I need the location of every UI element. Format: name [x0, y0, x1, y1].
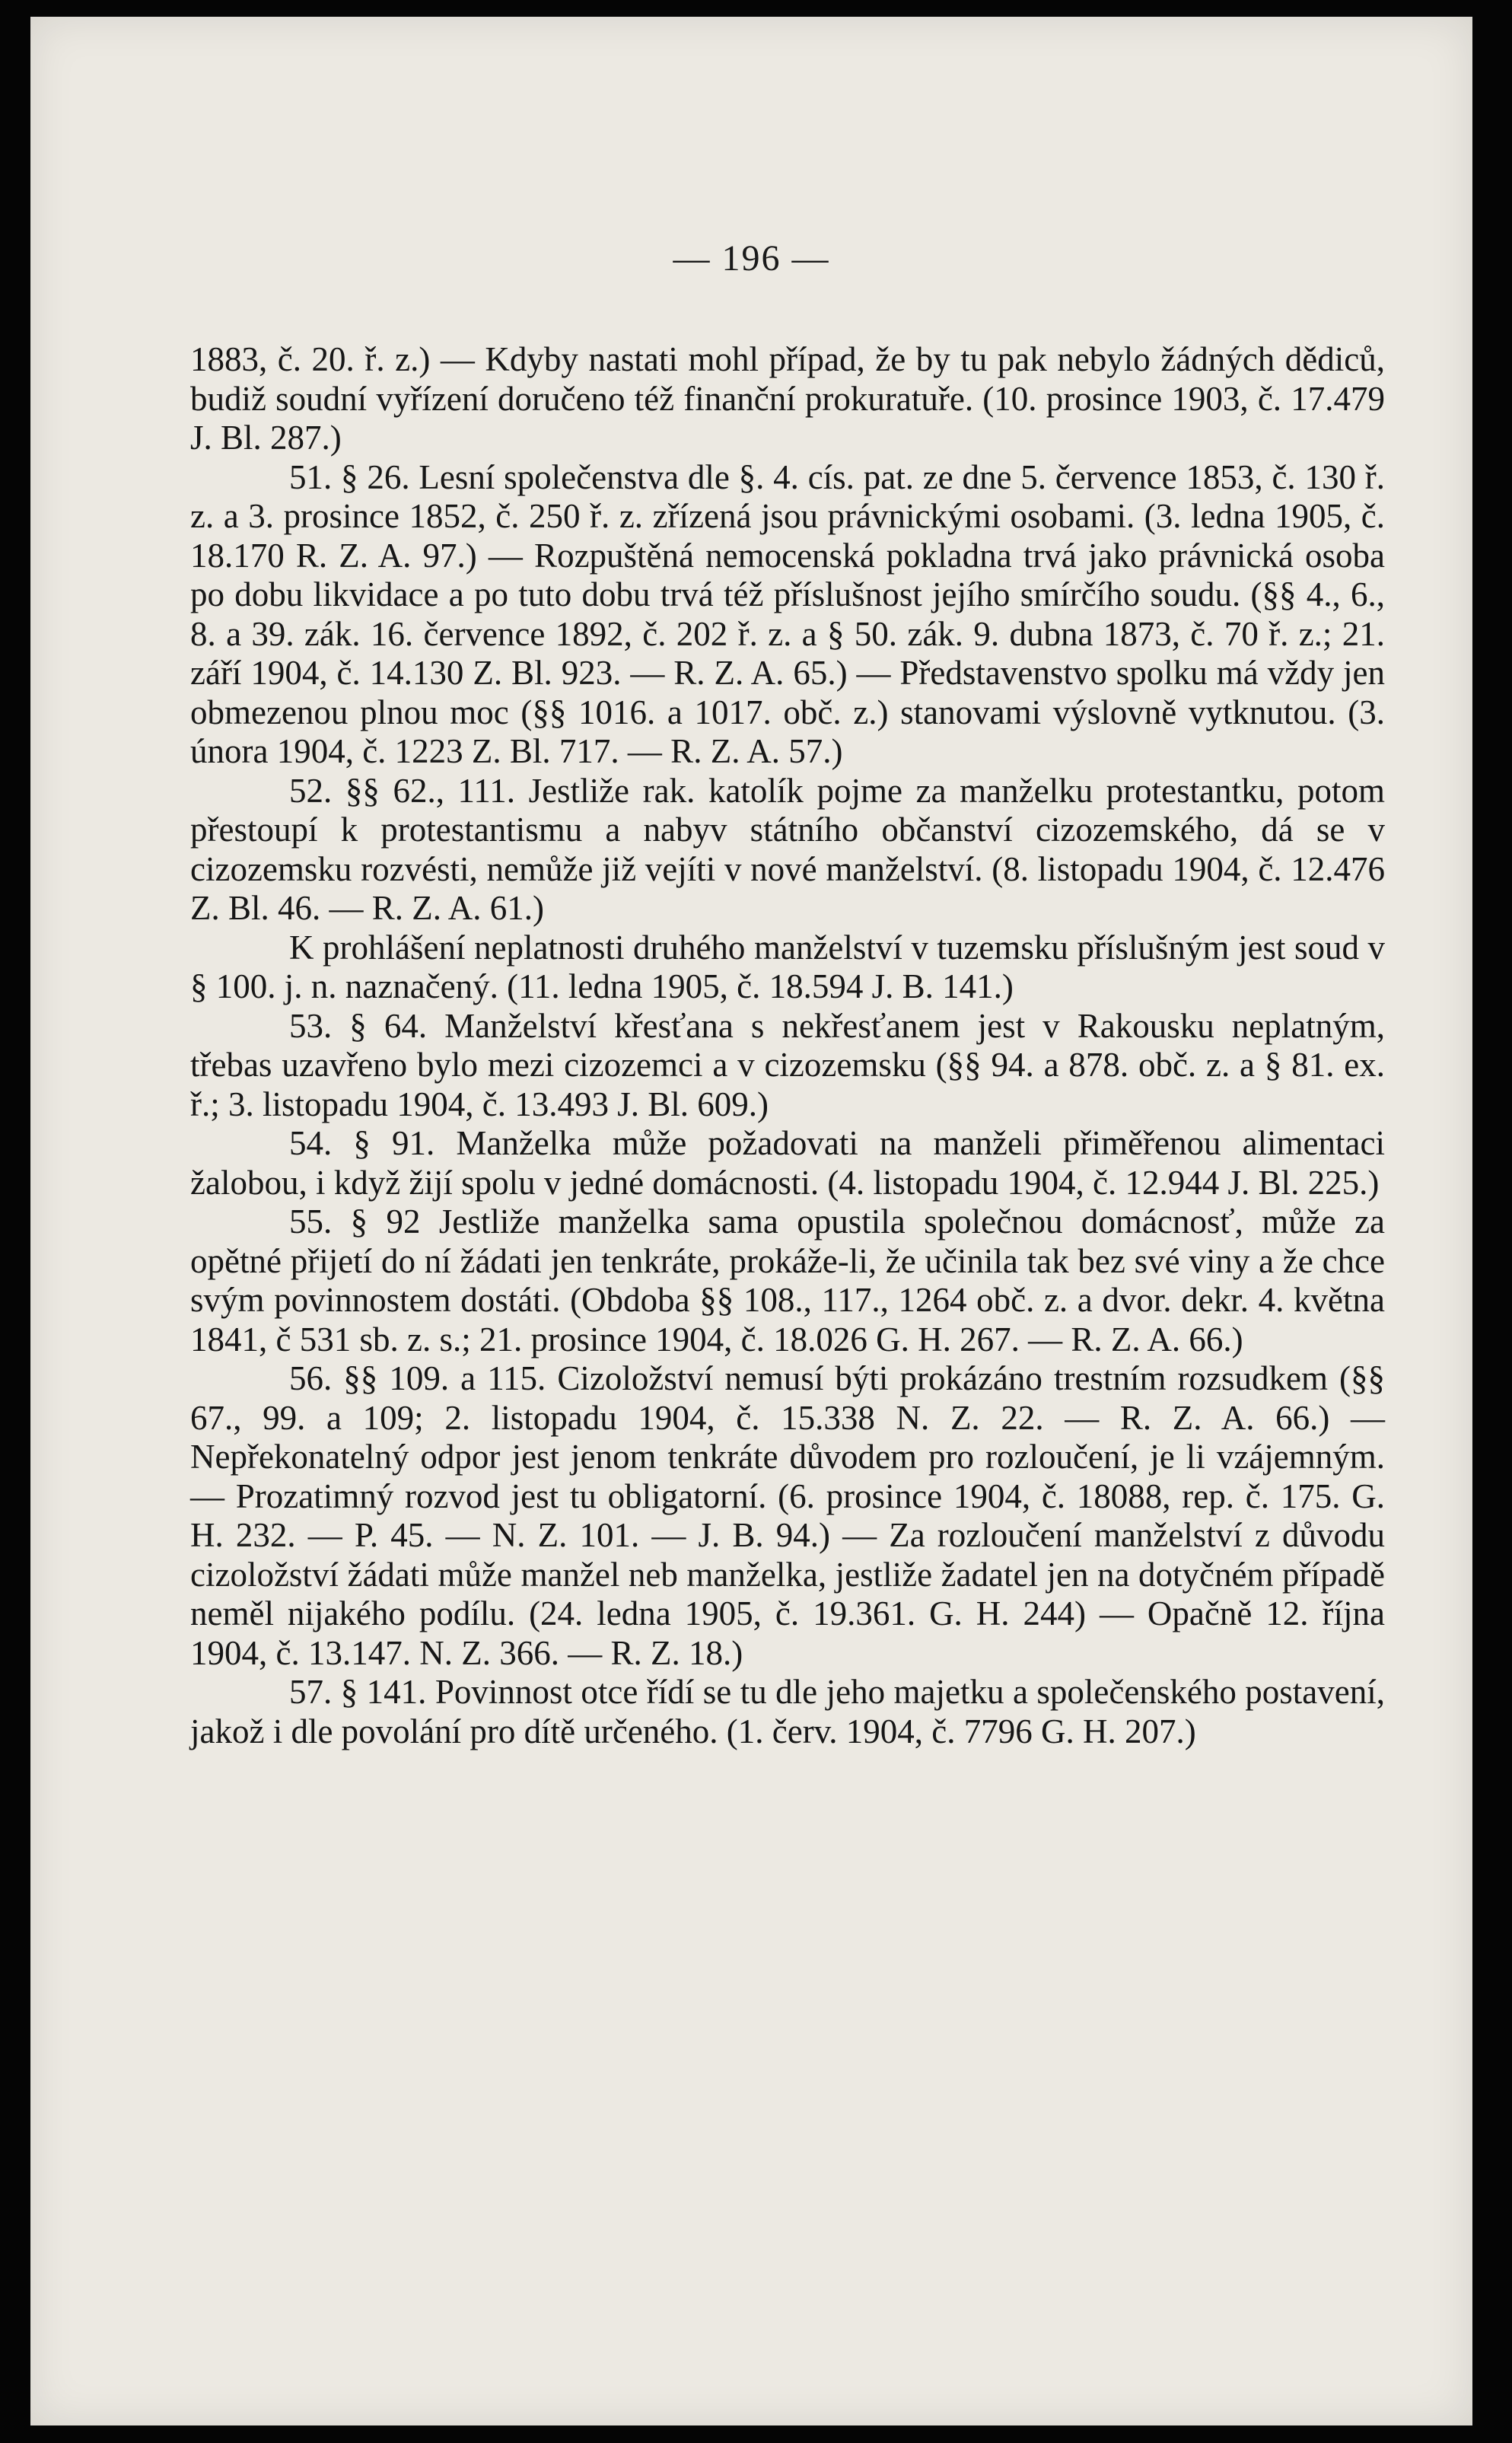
book-page	[30, 17, 1472, 2425]
page-number: — 196 —	[673, 238, 830, 279]
page-text	[190, 340, 1385, 1751]
paragraph-54: 54. § 91. Manželka může požadovati na manželi přiměřenou alimentaci žalobou, i když žijí spolu v jedné domácnosti. (4. listopadu 1904, č. 12.944 J. Bl. 225.)	[190, 1124, 1385, 1202]
paragraph-52: 52. §§ 62., 111. Jestliže rak. katolík pojme za manželku protestantku, potom přestoupí k protestantismu a nabyv státního občanství cizozemského, dá se v cizozemsku rozvésti, nemůže již vejíti v nové manželství. (8. listopadu 1904, č. 12.476 Z. Bl. 46. — R. Z. A. 61.)	[190, 771, 1385, 927]
paragraph-55: 55. § 92 Jestliže manželka sama opustila společnou domácnosť, může za opětné přijetí do ní žádati jen tenkráte, prokáže-li, že učinila tak bez své viny a že chce svým povinnostem dostáti. (Obdoba §§ 108., 117., 1264 obč. z. a dvor. dekr. 4. května 1841, č 531 sb. z. s.; 21. prosince 1904, č. 18.026 G. H. 267. — R. Z. A. 66.)	[190, 1202, 1385, 1358]
paragraph-continuation: 1883, č. 20. ř. z.) — Kdyby nastati mohl případ, že by tu pak nebylo žádných dědiců, budiž soudní vyřízení doručeno též finanční prokuratuře. (10. prosince 1903, č. 17.479 J. Bl. 287.)	[190, 340, 1385, 457]
paragraph-53: 53. § 64. Manželství křesťana s nekřesťanem jest v Rakousku neplatným, třebas uzavřeno bylo mezi cizozemci a v cizozemsku (§§ 94. a 878. obč. z. a § 81. ex. ř.; 3. listopadu 1904, č. 13.493 J. Bl. 609.)	[190, 1006, 1385, 1123]
paragraph-52-continued: K prohlášení neplatnosti druhého manželství v tuzemsku příslušným jest soud v § 100. j. n. naznačený. (11. ledna 1905, č. 18.594 J. B. 141.)	[190, 928, 1385, 1005]
paragraph-51: 51. § 26. Lesní společenstva dle §. 4. cís. pat. ze dne 5. července 1853, č. 130 ř. z. a 3. prosince 1852, č. 250 ř. z. zřízená jsou právnickými osobami. (3. ledna 1905, č. 18.170 R. Z. A. 97.) — Rozpuštěná nemocenská pokladna trvá jako právnická osoba po dobu likvidace a po tuto dobu trvá též příslušnost jejího smírčího soudu. (§§ 4., 6., 8. a 39. zák. 16. července 1892, č. 202 ř. z. a § 50. zák. 9. dubna 1873, č. 70 ř. z.; 21. září 1904, č. 14.130 Z. Bl. 923. — R. Z. A. 65.) — Představenstvo spolku má vždy jen obmezenou plnou moc (§§ 1016. a 1017. obč. z.) stanovami výslovně vytknutou. (3. února 1904, č. 1223 Z. Bl. 717. — R. Z. A. 57.)	[190, 457, 1385, 770]
paragraph-57: 57. § 141. Povinnost otce řídí se tu dle jeho majetku a společenského postavení, jakož i dle povolání pro dítě určeného. (1. červ. 1904, č. 7796 G. H. 207.)	[190, 1673, 1385, 1750]
paragraph-56: 56. §§ 109. a 115. Cizoložství nemusí býti prokázáno trestním rozsudkem (§§ 67., 99. a 109; 2. listopadu 1904, č. 15.338 N. Z. 22. — R. Z. A. 66.) — Nepřekonatelný odpor jest jenom tenkráte důvodem pro rozloučení, je li vzájemným. — Prozatimný rozvod jest tu obligatorní. (6. prosince 1904, č. 18088, rep. č. 175. G. H. 232. — P. 45. — N. Z. 101. — J. B. 94.) — Za rozloučení manželství z důvodu cizoložství žádati může manžel neb manželka, jestliže žadatel jen na dotyčném případě neměl nijakého podílu. (24. ledna 1905, č. 19.361. G. H. 244) — Opačně 12. října 1904, č. 13.147. N. Z. 366. — R. Z. 18.)	[190, 1359, 1385, 1672]
